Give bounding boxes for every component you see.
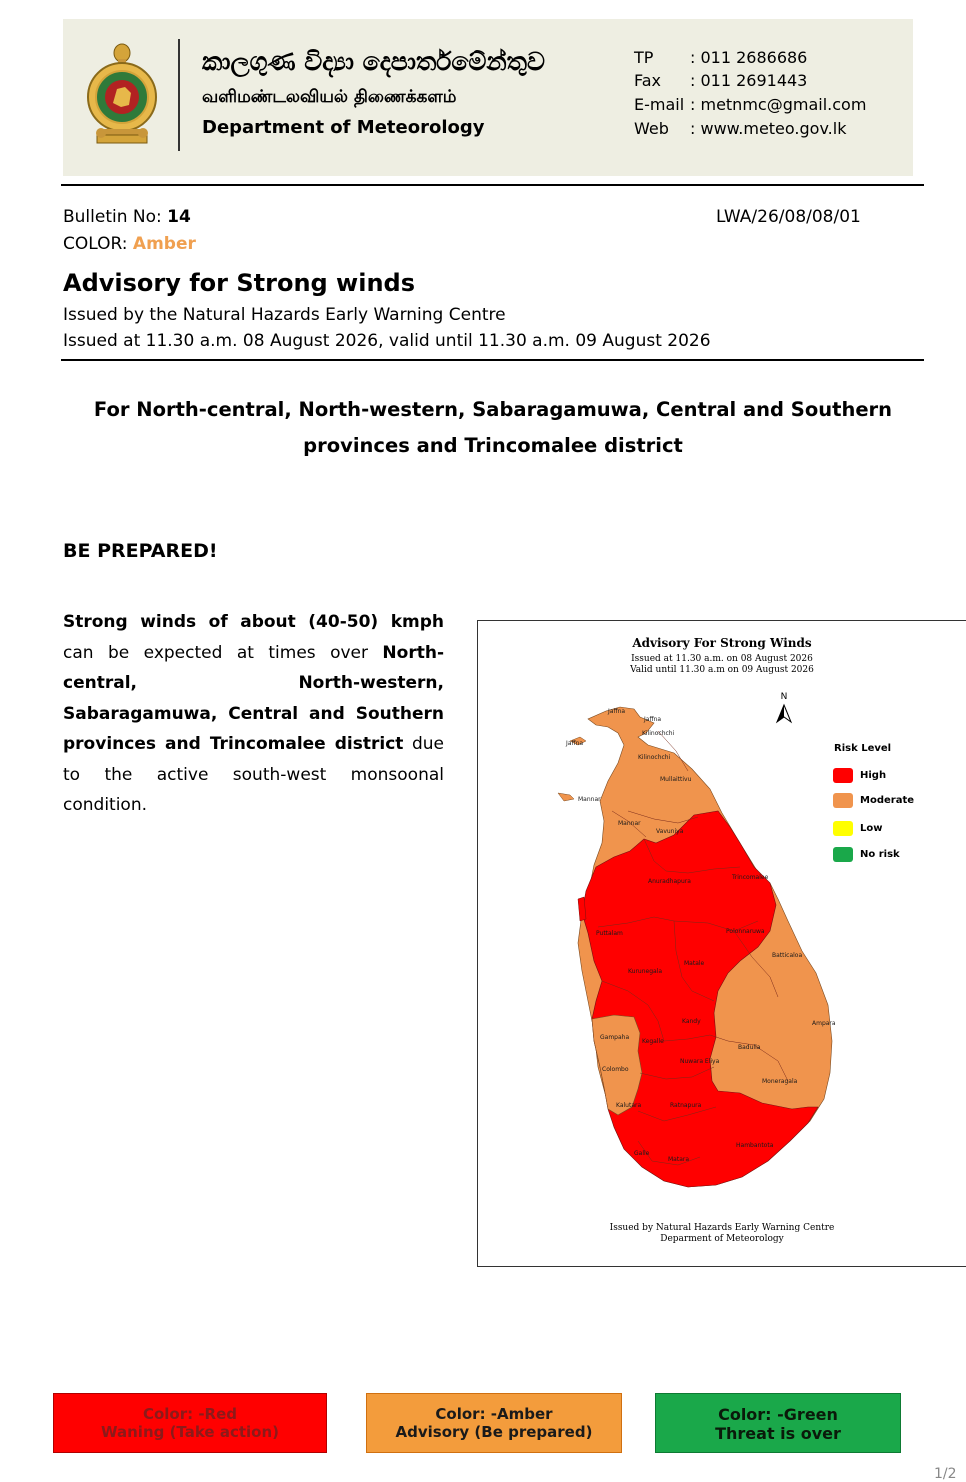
- coverage-heading: For North-central, North-western, Sabaragamuwa, Central and Southern provinces and Trincomalee district: [93, 398, 893, 457]
- map-footer-department: Deparment of Meteorology: [660, 1234, 784, 1244]
- legend-title: Risk Level: [834, 743, 892, 754]
- svg-text:Kalutara: Kalutara: [616, 1102, 642, 1109]
- issued-at: Issued at 11.30 a.m. 08 August 2026, valid until 11.30 a.m. 09 August 2026: [63, 331, 711, 351]
- bulletin-number: Bulletin No: 14: [63, 207, 191, 227]
- be-prepared-heading: BE PREPARED!: [63, 540, 218, 562]
- legend-label-high: High: [860, 770, 887, 781]
- letterhead: [63, 19, 913, 176]
- contact-email[interactable]: E-mail : metnmc@gmail.com: [634, 95, 867, 114]
- legend-label-moderate: Moderate: [860, 795, 915, 806]
- svg-text:Matale: Matale: [684, 960, 705, 967]
- color-key-amber: Color: -Amber Advisory (Be prepared): [366, 1393, 622, 1453]
- svg-text:Moneragala: Moneragala: [762, 1078, 798, 1085]
- color-key-red: Color: -Red Waning (Take action): [53, 1393, 327, 1453]
- color-key-green: Color: -Green Threat is over: [655, 1393, 901, 1453]
- svg-text:Mullaittivu: Mullaittivu: [660, 776, 692, 783]
- issued-by: Issued by the Natural Hazards Early Warning Centre: [63, 305, 506, 325]
- svg-text:Galle: Galle: [634, 1150, 650, 1157]
- svg-text:Hambantota: Hambantota: [736, 1142, 774, 1149]
- bulletin-reference: LWA/26/08/08/01: [716, 207, 861, 227]
- sri-lanka-map: [478, 621, 966, 1266]
- western-moderate-area: [592, 1015, 642, 1115]
- sri-lanka-emblem-icon: [85, 41, 159, 147]
- svg-text:Polonnaruwa: Polonnaruwa: [726, 928, 765, 935]
- map-issued: Issued at 11.30 a.m. on 08 August 2026: [631, 654, 813, 664]
- svg-text:Colombo: Colombo: [602, 1066, 629, 1073]
- svg-text:Mannar: Mannar: [618, 820, 641, 827]
- contact-web[interactable]: Web : www.meteo.gov.lk: [634, 119, 847, 138]
- map-title: Advisory For Strong Winds: [632, 636, 812, 650]
- svg-text:Jaffna: Jaffna: [644, 716, 662, 723]
- contact-fax: Fax : 011 2691443: [634, 71, 808, 90]
- legend-swatch-high: [833, 768, 853, 783]
- org-name-sinhala: කාලගුණ විද්‍යා දෙපාර්තමේන්තුව: [202, 47, 545, 76]
- svg-text:Kurunegala: Kurunegala: [628, 968, 663, 975]
- svg-text:Kilinochchi: Kilinochchi: [642, 730, 675, 737]
- page-number: 1/2: [934, 1466, 957, 1482]
- svg-text:Ampara: Ampara: [812, 1020, 836, 1027]
- svg-text:Nuwara Eliya: Nuwara Eliya: [680, 1058, 720, 1065]
- svg-text:Badulla: Badulla: [738, 1044, 761, 1051]
- svg-text:Puttalam: Puttalam: [596, 930, 623, 937]
- org-name-tamil: வளிமண்டலவியல் திணைக்களம்: [202, 87, 457, 107]
- map-footer-issuer: Issued by Natural Hazards Early Warning Centre: [609, 1223, 835, 1233]
- title-rule: [61, 359, 924, 361]
- svg-text:Gampaha: Gampaha: [600, 1034, 630, 1041]
- svg-text:Anuradhapura: Anuradhapura: [648, 878, 691, 885]
- svg-text:Ratnapura: Ratnapura: [670, 1102, 702, 1109]
- svg-text:Jaffna: Jaffna: [566, 740, 584, 747]
- svg-text:Kegalle: Kegalle: [642, 1038, 664, 1045]
- contact-phone: TP : 011 2686686: [634, 48, 808, 67]
- legend-swatch-low: [833, 821, 853, 836]
- map-valid: Valid until 11.30 a.m on 09 August 2026: [630, 665, 814, 675]
- svg-text:Batticaloa: Batticaloa: [772, 952, 803, 959]
- svg-text:Mannar: Mannar: [578, 796, 601, 803]
- svg-text:Matara: Matara: [668, 1156, 690, 1163]
- advisory-map: [477, 620, 966, 1267]
- header-rule: [61, 184, 924, 186]
- legend-swatch-moderate: [833, 793, 853, 808]
- svg-text:Jaffna: Jaffna: [608, 708, 626, 715]
- bulletin-color: COLOR: Amber: [63, 234, 196, 254]
- legend-swatch-no-risk: [833, 847, 853, 862]
- svg-text:Kilinochchi: Kilinochchi: [638, 754, 671, 761]
- org-name-english: Department of Meteorology: [202, 117, 485, 138]
- advisory-title: Advisory for Strong winds: [63, 269, 416, 297]
- advisory-body: Strong winds of about (40-50) kmph can be expected at times over North-central, North-western, Sabaragamuwa, Central and Southern provinces and Trincomalee district due to the active south-west monsoonal condition.: [63, 612, 444, 815]
- svg-text:Vavuniya: Vavuniya: [656, 828, 684, 835]
- legend-label-no-risk: No risk: [860, 849, 900, 860]
- svg-text:Trincomalee: Trincomalee: [732, 874, 769, 881]
- legend-label-low: Low: [860, 823, 883, 834]
- north-label: N: [780, 692, 788, 702]
- header-divider: [178, 39, 180, 151]
- svg-text:Kandy: Kandy: [682, 1018, 701, 1025]
